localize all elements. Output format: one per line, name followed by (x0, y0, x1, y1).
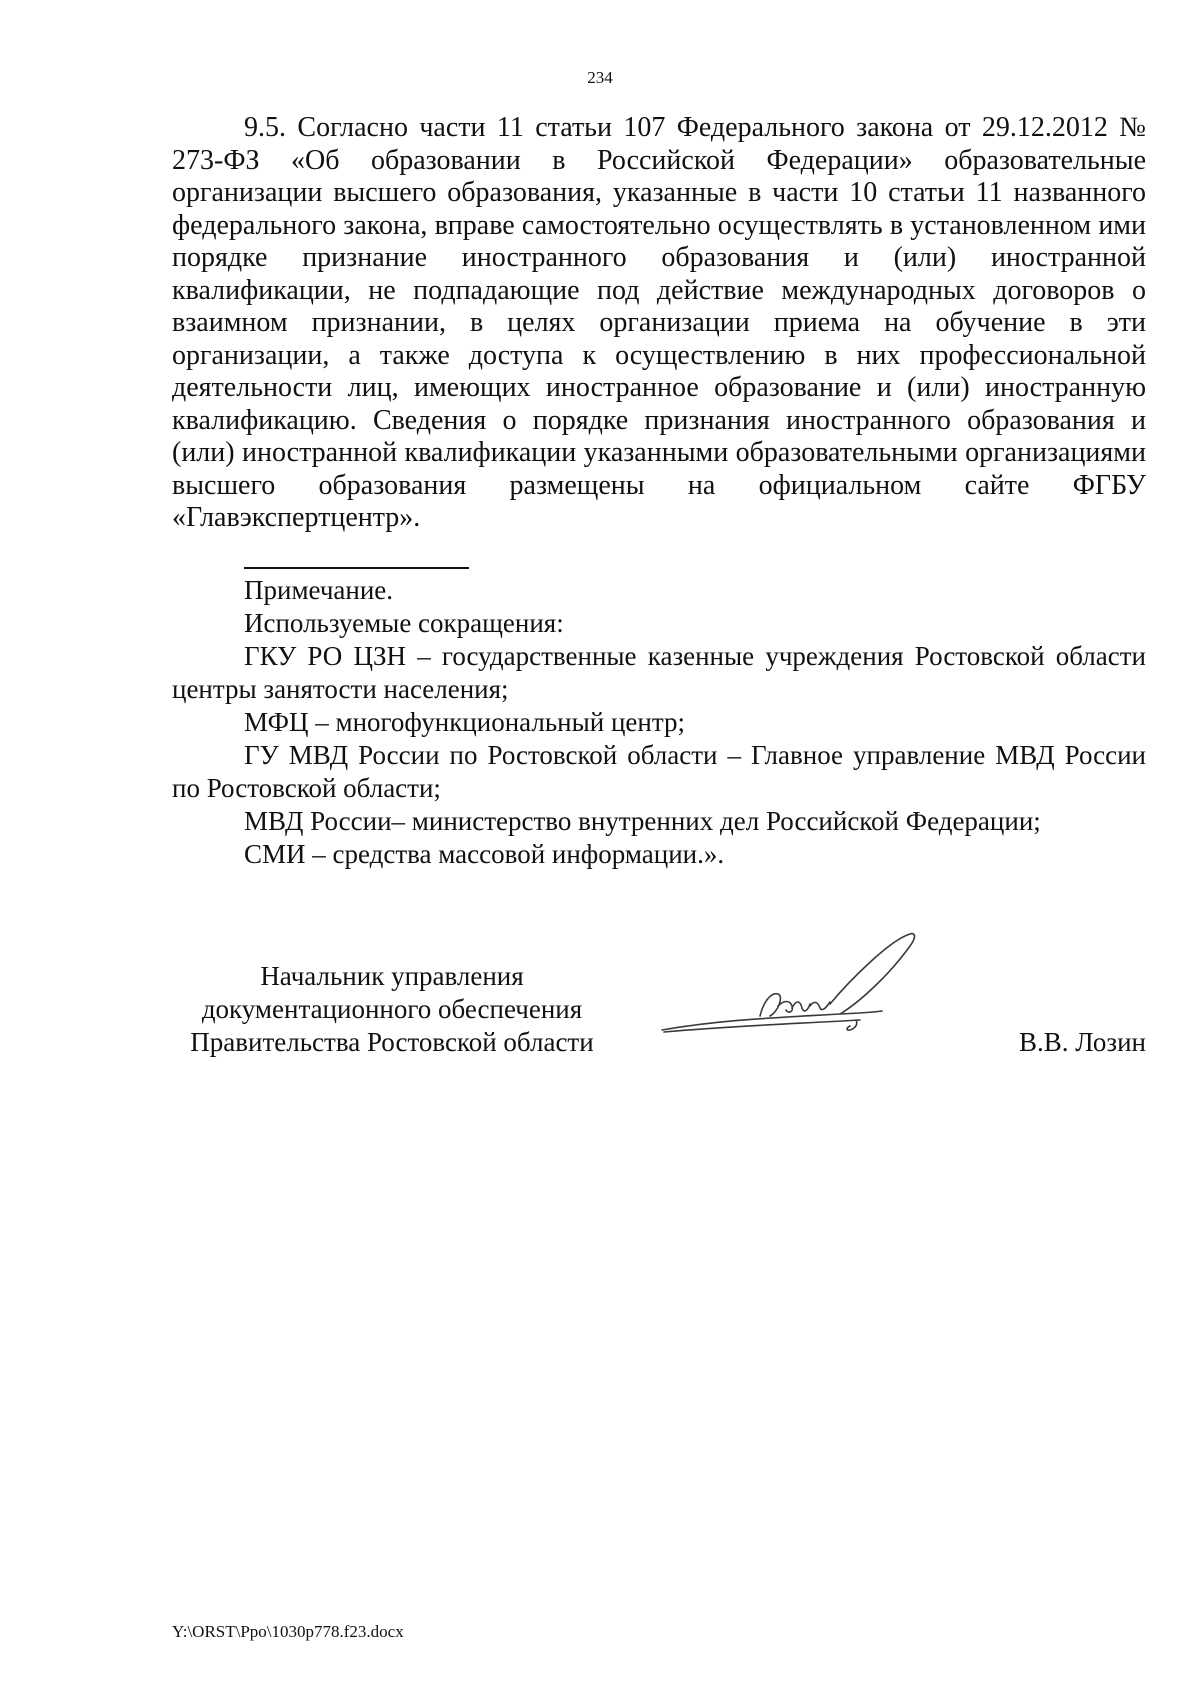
abbreviation-item: МВД России– министерство внутренних дел Российской Федерации; (244, 806, 1041, 836)
signer-title-line: Начальник управления (260, 961, 524, 991)
notes-section (172, 574, 1146, 871)
footnote-divider (244, 567, 469, 569)
abbreviation-item: ГКУ РО ЦЗН – государственные казенные учреждения Ростовской области центры занятости населения; (172, 641, 1146, 704)
abbreviation-item: СМИ – средства массовой информации.». (244, 839, 725, 869)
notes-heading: Примечание. (244, 575, 394, 605)
abbreviation-item: ГУ МВД России по Ростовской области – Главное управление МВД России по Ростовской области; (172, 740, 1146, 803)
file-path: Y:\ORST\Ppo\1030p778.f23.docx (172, 1622, 404, 1641)
notes-subheading: Используемые сокращения: (244, 608, 564, 638)
signer-name: В.В. Лозин (1019, 1027, 1146, 1057)
signer-title-line: Правительства Ростовской области (190, 1027, 594, 1057)
abbreviation-item: МФЦ – многофункциональный центр; (244, 707, 685, 737)
page-number: 234 (587, 68, 613, 87)
main-paragraph: 9.5. Согласно части 11 статьи 107 Федерального закона от 29.12.2012 № 273-ФЗ «Об образовании в Российской Федерации» образовательные организации высшего образования, указанные в части 10 статьи 11 названного федерального закона, вправе самостоятельно осуществлять в установленном ими порядке признание иностранного образования и (или) иностранной квалификации, не подпадающие под действие международных договоров о взаимном признании, в целях организации приема на обучение в эти организации, а также доступа к осуществлению в них профессиональной деятельности лиц, имеющих иностранное образование и (или) иностранную квалификацию. Сведения о порядке признания иностранного образования и (или) иностранной квалификации указанными образовательными организациями высшего образования размещены на официальном сайте ФГБУ «Главэкспертцентр». (172, 112, 1146, 533)
handwritten-signature (660, 930, 950, 1050)
signature-block (172, 960, 1146, 1080)
signer-title (172, 960, 612, 1059)
signer-title-line: документационного обеспечения (201, 994, 583, 1024)
